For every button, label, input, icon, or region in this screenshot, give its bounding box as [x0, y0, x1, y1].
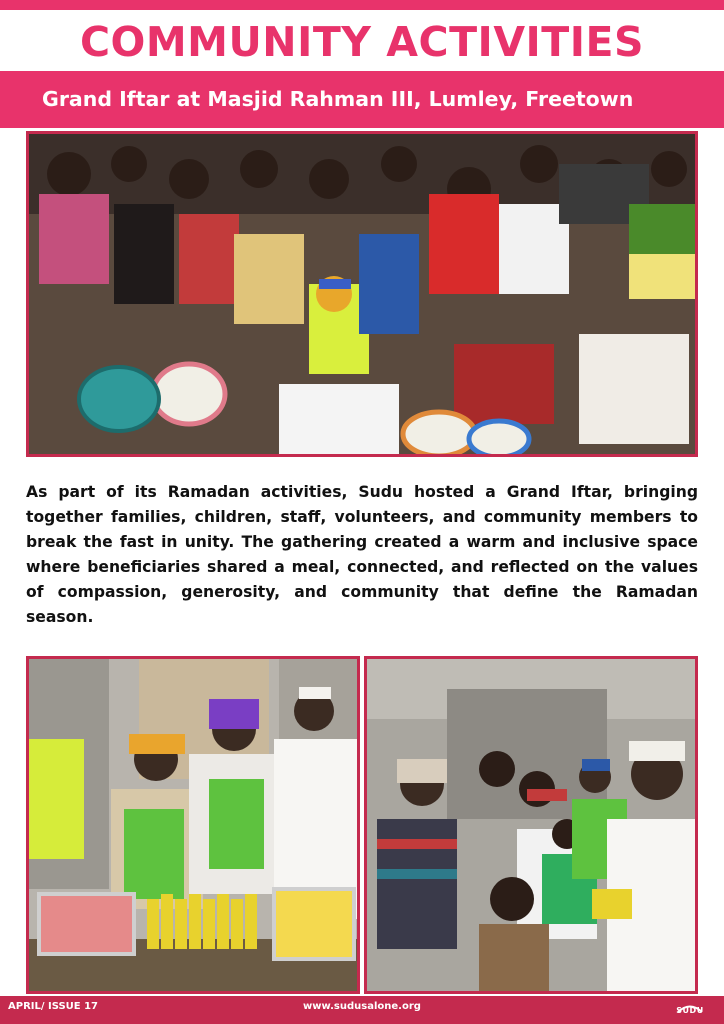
- children-receiving-meals-photo: [364, 656, 698, 994]
- footer-band: [0, 996, 724, 1024]
- volunteers-illustration: [29, 659, 357, 991]
- top-accent-strip: [0, 0, 724, 10]
- page-subtitle: Grand Iftar at Masjid Rahman III, Lumley, Freetown: [42, 87, 634, 111]
- iftar-crowd-photo: [26, 131, 698, 457]
- children-illustration: [367, 659, 695, 991]
- page-title: COMMUNITY ACTIVITIES: [79, 18, 645, 66]
- sudu-logo: [670, 998, 710, 1018]
- subtitle-band: [0, 71, 724, 128]
- logo-text: SUDU: [676, 1006, 704, 1015]
- volunteers-serving-photo: [26, 656, 360, 994]
- website-link[interactable]: www.sudusalone.org: [303, 1001, 421, 1012]
- body-paragraph: As part of its Ramadan activities, Sudu hosted a Grand Iftar, bringing together families, children, staff, volunteers, and community members to break the fast in unity. The gathering created a warm and inclusive space where beneficiaries shared a meal, connected, and reflected on the values of compassion, generosity, and community that define the Ramadan season.: [26, 483, 698, 626]
- issue-label: APRIL/ ISSUE 17: [8, 1001, 99, 1012]
- iftar-crowd-illustration: [29, 134, 695, 454]
